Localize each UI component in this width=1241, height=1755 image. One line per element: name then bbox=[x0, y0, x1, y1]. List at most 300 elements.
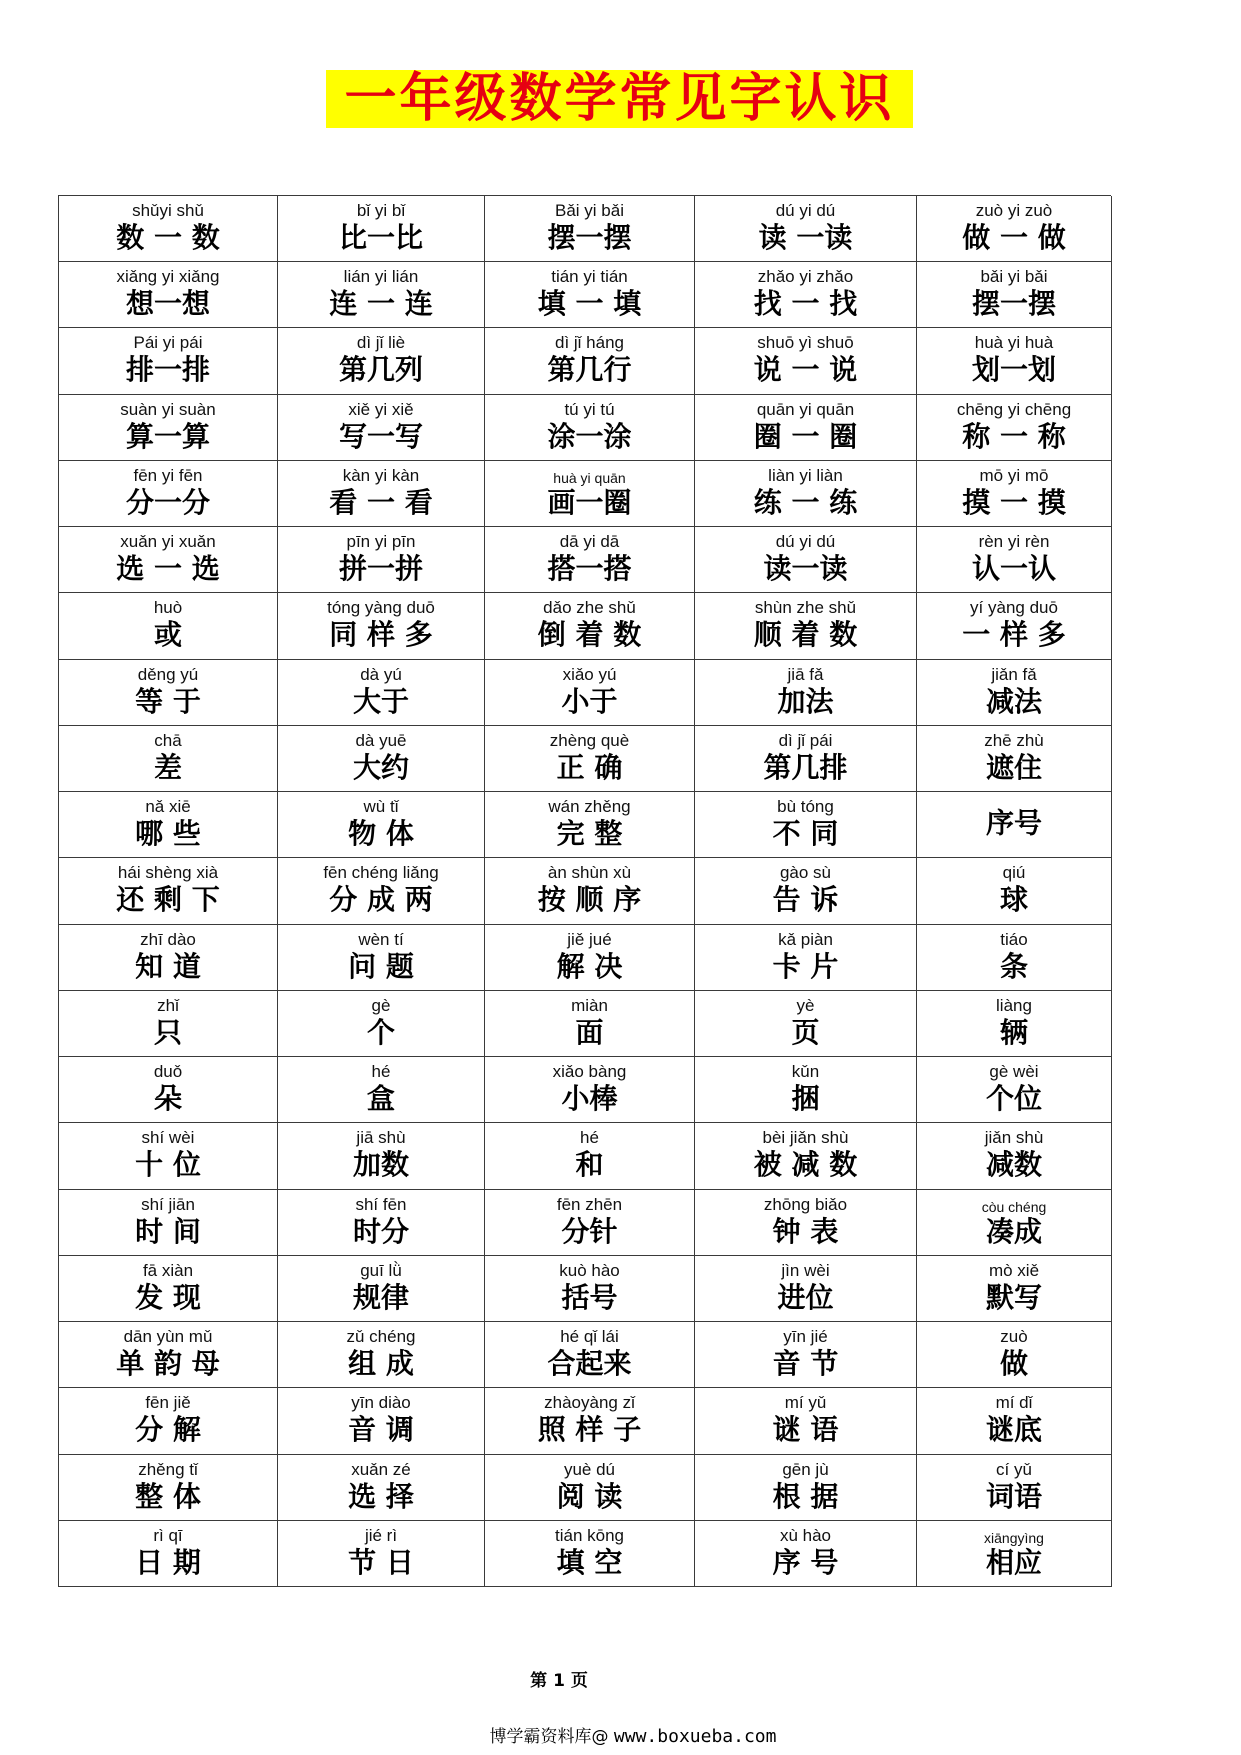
pinyin-text: yīn diào bbox=[351, 1393, 411, 1413]
table-cell bbox=[278, 1256, 485, 1322]
pinyin-text: shí jiān bbox=[141, 1194, 195, 1214]
pinyin-text: yuè dú bbox=[563, 1459, 616, 1479]
pinyin-text: quān yi quān bbox=[756, 399, 855, 419]
vocabulary-table bbox=[58, 195, 1111, 1587]
table-cell bbox=[278, 792, 485, 858]
pinyin-text: zhōng biǎo bbox=[763, 1194, 848, 1214]
table-cell bbox=[485, 461, 695, 527]
hanzi-word: 序 号 bbox=[772, 1545, 839, 1579]
hanzi-word: 拼一拼 bbox=[338, 552, 423, 586]
page-title-banner bbox=[326, 70, 913, 128]
table-cell bbox=[278, 925, 485, 991]
pinyin-text: dǎo zhe shǔ bbox=[543, 598, 636, 618]
hanzi-word: 音 调 bbox=[348, 1413, 414, 1447]
pinyin-text: xiǎo yú bbox=[562, 664, 617, 684]
hanzi-word: 问 题 bbox=[348, 949, 414, 983]
pinyin-text: Pái yi pái bbox=[133, 333, 203, 353]
hanzi-word: 分 成 两 bbox=[329, 883, 433, 917]
table-cell bbox=[917, 196, 1112, 262]
pinyin-text: còu chéng bbox=[981, 1198, 1047, 1215]
table-cell bbox=[485, 660, 695, 726]
hanzi-word: 物 体 bbox=[348, 817, 414, 851]
pinyin-text: dà yú bbox=[360, 664, 402, 684]
pinyin-text: mí yǔ bbox=[784, 1393, 827, 1413]
table-cell bbox=[278, 858, 485, 924]
pinyin-text: huà yi quān bbox=[553, 469, 626, 486]
table-cell bbox=[695, 461, 917, 527]
pinyin-text: Bǎi yi bǎi bbox=[555, 201, 624, 220]
table-cell bbox=[59, 1521, 278, 1587]
hanzi-word: 个 bbox=[366, 1015, 395, 1049]
hanzi-word: 或 bbox=[153, 618, 182, 652]
hanzi-word: 捆 bbox=[791, 1082, 820, 1116]
table-cell bbox=[695, 196, 917, 262]
pinyin-text: kàn yi kàn bbox=[342, 465, 420, 485]
table-cell bbox=[485, 1190, 695, 1256]
table-cell bbox=[278, 1521, 485, 1587]
hanzi-word: 填 空 bbox=[556, 1545, 623, 1579]
table-cell bbox=[695, 1388, 917, 1454]
pinyin-text: suàn yi suàn bbox=[120, 399, 216, 419]
table-cell bbox=[695, 262, 917, 328]
pinyin-text: kuò hào bbox=[559, 1260, 620, 1280]
table-cell bbox=[695, 792, 917, 858]
pinyin-text: liàn yi liàn bbox=[768, 465, 843, 485]
pinyin-text: fēn zhēn bbox=[556, 1194, 623, 1214]
hanzi-word: 整 体 bbox=[135, 1479, 201, 1513]
pinyin-text: chā bbox=[154, 730, 182, 750]
hanzi-word: 单 韵 母 bbox=[116, 1347, 220, 1381]
table-cell bbox=[917, 593, 1112, 659]
hanzi-word: 规律 bbox=[352, 1280, 409, 1314]
pinyin-text: dān yùn mǔ bbox=[123, 1327, 213, 1347]
table-cell bbox=[695, 1322, 917, 1388]
hanzi-word: 默写 bbox=[985, 1280, 1042, 1314]
table-cell bbox=[695, 395, 917, 461]
pinyin-text: bǐ yi bǐ bbox=[356, 201, 406, 220]
hanzi-word: 大约 bbox=[352, 750, 409, 784]
hanzi-word: 摆一摆 bbox=[971, 287, 1056, 321]
hanzi-word: 合起来 bbox=[547, 1347, 632, 1381]
hanzi-word: 划一划 bbox=[971, 353, 1056, 387]
pinyin-text: hé bbox=[371, 1062, 391, 1082]
table-cell bbox=[695, 925, 917, 991]
table-cell bbox=[917, 1057, 1112, 1123]
pinyin-text: mí dǐ bbox=[995, 1393, 1033, 1413]
hanzi-word: 一 样 多 bbox=[962, 618, 1066, 652]
table-cell bbox=[278, 991, 485, 1057]
table-cell bbox=[485, 1256, 695, 1322]
hanzi-word: 画一圈 bbox=[547, 485, 632, 519]
hanzi-word: 减法 bbox=[985, 684, 1042, 718]
table-cell bbox=[278, 1455, 485, 1521]
pinyin-text: kǔn bbox=[791, 1062, 820, 1082]
hanzi-word: 分 解 bbox=[135, 1413, 201, 1447]
pinyin-text: rèn yi rèn bbox=[978, 532, 1050, 552]
hanzi-word: 组 成 bbox=[348, 1347, 414, 1381]
table-cell bbox=[695, 1190, 917, 1256]
pinyin-text: jiā fǎ bbox=[787, 664, 824, 684]
pinyin-text: zuò bbox=[1000, 1327, 1028, 1347]
hanzi-word: 钟 表 bbox=[772, 1214, 839, 1248]
pinyin-text: gēn jù bbox=[782, 1459, 829, 1479]
table-cell bbox=[485, 1388, 695, 1454]
pinyin-text: yè bbox=[796, 995, 815, 1015]
hanzi-word: 被 减 数 bbox=[753, 1148, 858, 1182]
hanzi-word: 说 一 说 bbox=[753, 353, 858, 387]
pinyin-text: xuǎn zé bbox=[351, 1459, 411, 1479]
table-cell bbox=[917, 726, 1112, 792]
hanzi-word: 加数 bbox=[352, 1148, 409, 1182]
hanzi-word: 圈 一 圈 bbox=[753, 419, 858, 453]
table-cell bbox=[278, 262, 485, 328]
table-cell bbox=[59, 660, 278, 726]
pinyin-text: dì jǐ háng bbox=[555, 333, 624, 353]
table-cell bbox=[59, 527, 278, 593]
hanzi-word: 音 节 bbox=[772, 1347, 839, 1381]
hanzi-word: 比一比 bbox=[338, 221, 423, 254]
pinyin-text: fēn yi fēn bbox=[133, 465, 203, 485]
table-cell bbox=[59, 726, 278, 792]
table-cell bbox=[278, 527, 485, 593]
hanzi-word: 倒 着 数 bbox=[537, 618, 642, 652]
hanzi-word: 减数 bbox=[985, 1148, 1042, 1182]
hanzi-word: 同 样 多 bbox=[329, 618, 433, 652]
hanzi-word: 第几行 bbox=[547, 353, 632, 387]
pinyin-text: rì qī bbox=[153, 1525, 183, 1545]
table-cell bbox=[485, 991, 695, 1057]
table-cell bbox=[695, 1057, 917, 1123]
table-cell bbox=[695, 726, 917, 792]
pinyin-text: zhěng tǐ bbox=[138, 1459, 198, 1479]
pinyin-text: lián yi lián bbox=[343, 267, 419, 287]
hanzi-word: 搭一搭 bbox=[547, 552, 632, 586]
pinyin-text: hái shèng xià bbox=[117, 863, 219, 883]
hanzi-word: 读一读 bbox=[763, 552, 848, 586]
hanzi-word: 排一排 bbox=[125, 353, 210, 387]
pinyin-text: shùn zhe shǔ bbox=[754, 598, 857, 618]
hanzi-word: 哪 些 bbox=[135, 817, 201, 851]
pinyin-text: xiě yi xiě bbox=[348, 399, 414, 419]
table-cell bbox=[278, 660, 485, 726]
table-cell bbox=[278, 395, 485, 461]
table-cell bbox=[485, 395, 695, 461]
pinyin-text: gào sù bbox=[779, 863, 832, 883]
pinyin-text: huà yi huà bbox=[974, 333, 1054, 353]
hanzi-word: 选 一 选 bbox=[116, 552, 220, 586]
pinyin-text: gè bbox=[371, 995, 391, 1015]
pinyin-text: jiǎn shù bbox=[984, 1128, 1044, 1148]
pinyin-text: děng yú bbox=[137, 664, 199, 684]
hanzi-word: 辆 bbox=[999, 1015, 1028, 1049]
pinyin-text: yīn jié bbox=[783, 1327, 828, 1347]
source-url: www.boxueba.com bbox=[613, 1726, 777, 1747]
pinyin-text: tián kōng bbox=[555, 1525, 624, 1545]
table-cell bbox=[278, 1190, 485, 1256]
hanzi-word: 凑成 bbox=[985, 1214, 1042, 1248]
hanzi-word: 连 一 连 bbox=[329, 287, 433, 321]
hanzi-word: 谜 语 bbox=[772, 1413, 839, 1447]
hanzi-word: 找 一 找 bbox=[753, 287, 858, 321]
hanzi-word: 大于 bbox=[352, 684, 409, 718]
hanzi-word: 只 bbox=[153, 1015, 182, 1049]
hanzi-word: 时 间 bbox=[135, 1214, 201, 1248]
table-cell bbox=[485, 1455, 695, 1521]
table-cell bbox=[485, 262, 695, 328]
hanzi-word: 发 现 bbox=[135, 1280, 201, 1314]
hanzi-word: 十 位 bbox=[135, 1148, 201, 1182]
hanzi-word: 谜底 bbox=[985, 1413, 1042, 1447]
hanzi-word: 和 bbox=[575, 1148, 604, 1182]
table-cell bbox=[695, 660, 917, 726]
hanzi-word: 时分 bbox=[352, 1214, 409, 1248]
pinyin-text: àn shùn xù bbox=[547, 863, 632, 883]
page-title: 一年级数学常见字认识 bbox=[344, 70, 895, 128]
hanzi-word: 告 诉 bbox=[772, 883, 839, 917]
table-cell bbox=[59, 1322, 278, 1388]
table-cell bbox=[59, 262, 278, 328]
hanzi-word: 填 一 填 bbox=[537, 287, 642, 321]
table-cell bbox=[59, 328, 278, 394]
hanzi-word: 摆一摆 bbox=[547, 221, 632, 254]
hanzi-word: 遮住 bbox=[985, 750, 1042, 784]
table-cell bbox=[695, 991, 917, 1057]
hanzi-word: 括号 bbox=[561, 1280, 618, 1314]
hanzi-word: 称 一 称 bbox=[962, 419, 1066, 453]
pinyin-text: xiāngyìng bbox=[984, 1529, 1044, 1546]
pinyin-text: shuō yì shuō bbox=[757, 333, 854, 353]
table-cell bbox=[695, 858, 917, 924]
hanzi-word: 进位 bbox=[777, 1280, 834, 1314]
table-cell bbox=[917, 395, 1112, 461]
pinyin-text: tóng yàng duō bbox=[327, 598, 435, 618]
table-cell bbox=[485, 726, 695, 792]
hanzi-word: 条 bbox=[999, 949, 1028, 983]
pinyin-text: shí wèi bbox=[141, 1128, 195, 1148]
table-cell bbox=[485, 593, 695, 659]
table-cell bbox=[485, 792, 695, 858]
pinyin-text: gè wèi bbox=[989, 1062, 1039, 1082]
pinyin-text: cí yǔ bbox=[996, 1459, 1032, 1479]
table-cell bbox=[917, 1455, 1112, 1521]
table-cell bbox=[278, 726, 485, 792]
pinyin-text: qiú bbox=[1002, 863, 1026, 883]
table-cell bbox=[485, 925, 695, 991]
hanzi-word: 照 样 子 bbox=[537, 1413, 642, 1447]
pinyin-text: fā xiàn bbox=[142, 1260, 194, 1280]
hanzi-word: 解 决 bbox=[556, 949, 623, 983]
hanzi-word: 看 一 看 bbox=[329, 485, 433, 519]
table-cell bbox=[695, 1521, 917, 1587]
hanzi-word: 做 一 做 bbox=[962, 221, 1066, 254]
table-cell bbox=[59, 1455, 278, 1521]
table-cell bbox=[59, 395, 278, 461]
table-cell bbox=[278, 461, 485, 527]
table-cell bbox=[917, 1256, 1112, 1322]
table-cell bbox=[917, 1190, 1112, 1256]
pinyin-text: bù tóng bbox=[777, 797, 834, 817]
pinyin-text: xuǎn yi xuǎn bbox=[120, 532, 216, 552]
pinyin-text: dì jǐ pái bbox=[778, 730, 833, 750]
pinyin-text: zǔ chéng bbox=[346, 1327, 416, 1347]
hanzi-word: 还 剩 下 bbox=[116, 883, 220, 917]
hanzi-word: 知 道 bbox=[135, 949, 201, 983]
table-cell bbox=[59, 461, 278, 527]
pinyin-text: hé bbox=[580, 1128, 599, 1148]
table-cell bbox=[917, 792, 1112, 858]
table-cell bbox=[278, 1057, 485, 1123]
pinyin-text: dà yuē bbox=[355, 730, 407, 750]
table-cell bbox=[917, 991, 1112, 1057]
table-cell bbox=[59, 196, 278, 262]
pinyin-text: tiáo bbox=[1000, 929, 1028, 949]
hanzi-word: 想一想 bbox=[125, 287, 210, 321]
pinyin-text: dú yi dú bbox=[775, 201, 836, 220]
table-cell bbox=[59, 792, 278, 858]
table-cell bbox=[485, 1123, 695, 1189]
hanzi-word: 算一算 bbox=[125, 419, 210, 453]
table-cell bbox=[59, 1190, 278, 1256]
table-cell bbox=[278, 1322, 485, 1388]
table-cell bbox=[917, 660, 1112, 726]
hanzi-word: 根 据 bbox=[772, 1479, 839, 1513]
hanzi-word: 认一认 bbox=[971, 552, 1056, 586]
pinyin-text: liàng bbox=[996, 995, 1032, 1015]
hanzi-word: 球 bbox=[999, 883, 1028, 917]
pinyin-text: tú yi tú bbox=[564, 399, 615, 419]
pinyin-text: zhèng què bbox=[549, 730, 630, 750]
hanzi-word: 阅 读 bbox=[556, 1479, 623, 1513]
table-cell bbox=[278, 593, 485, 659]
page-number: 第 1 页 bbox=[530, 1671, 588, 1691]
table-cell bbox=[485, 858, 695, 924]
hanzi-word: 按 顺 序 bbox=[537, 883, 642, 917]
table-cell bbox=[485, 328, 695, 394]
pinyin-text: wù tǐ bbox=[363, 797, 399, 817]
table-cell bbox=[917, 1322, 1112, 1388]
table-cell bbox=[278, 328, 485, 394]
hanzi-word: 不 同 bbox=[772, 817, 839, 851]
pinyin-text: zhǐ bbox=[157, 995, 179, 1015]
table-cell bbox=[278, 196, 485, 262]
hanzi-word: 涂一涂 bbox=[547, 419, 632, 453]
pinyin-text: huò bbox=[153, 598, 183, 618]
pinyin-text: guī lǜ bbox=[360, 1260, 402, 1280]
table-cell bbox=[917, 527, 1112, 593]
pinyin-text: zuò yi zuò bbox=[975, 201, 1053, 220]
hanzi-word: 页 bbox=[791, 1015, 820, 1049]
table-cell bbox=[917, 262, 1112, 328]
hanzi-word: 正 确 bbox=[556, 750, 623, 784]
table-cell bbox=[59, 858, 278, 924]
pinyin-text: zhī dào bbox=[140, 929, 196, 949]
pinyin-text: hé qǐ lái bbox=[560, 1327, 619, 1347]
pinyin-text: mō yi mō bbox=[979, 465, 1049, 485]
pinyin-text: dú yi dú bbox=[775, 532, 836, 552]
table-cell bbox=[695, 1123, 917, 1189]
source-label: 博学霸资料库@ bbox=[489, 1727, 609, 1747]
pinyin-text: wán zhěng bbox=[548, 797, 631, 817]
hanzi-word: 差 bbox=[153, 750, 182, 784]
table-cell bbox=[917, 1388, 1112, 1454]
hanzi-word: 加法 bbox=[777, 684, 834, 718]
pinyin-text: bèi jiǎn shù bbox=[762, 1128, 849, 1148]
hanzi-word: 第几列 bbox=[338, 353, 423, 387]
hanzi-word: 练 一 练 bbox=[753, 485, 858, 519]
hanzi-word: 摸 一 摸 bbox=[962, 485, 1066, 519]
table-cell bbox=[695, 593, 917, 659]
pinyin-text: shí fēn bbox=[355, 1194, 407, 1214]
pinyin-text: pīn yi pīn bbox=[346, 532, 416, 552]
table-cell bbox=[278, 1123, 485, 1189]
pinyin-text: xiǎng yi xiǎng bbox=[116, 267, 220, 287]
pinyin-text: zhē zhù bbox=[984, 730, 1044, 750]
hanzi-word: 选 择 bbox=[348, 1479, 414, 1513]
table-cell bbox=[917, 328, 1112, 394]
pinyin-text: zhàoyàng zǐ bbox=[544, 1393, 635, 1413]
table-cell bbox=[59, 1256, 278, 1322]
hanzi-word: 等 于 bbox=[135, 684, 201, 718]
table-cell bbox=[917, 858, 1112, 924]
table-cell bbox=[695, 527, 917, 593]
table-cell bbox=[59, 1123, 278, 1189]
pinyin-text: kǎ piàn bbox=[778, 929, 833, 949]
hanzi-word: 序号 bbox=[985, 806, 1042, 840]
pinyin-text: dā yi dā bbox=[559, 532, 620, 552]
hanzi-word: 个位 bbox=[985, 1082, 1042, 1116]
hanzi-word: 第几排 bbox=[763, 750, 848, 784]
table-cell bbox=[59, 991, 278, 1057]
table-cell bbox=[59, 925, 278, 991]
hanzi-word: 分一分 bbox=[125, 485, 210, 519]
table-cell bbox=[485, 1521, 695, 1587]
hanzi-word: 相应 bbox=[985, 1545, 1042, 1579]
pinyin-text: xù hào bbox=[779, 1525, 832, 1545]
pinyin-text: tián yi tián bbox=[551, 267, 628, 287]
pinyin-text: jié rì bbox=[364, 1525, 398, 1545]
hanzi-word: 小于 bbox=[561, 684, 618, 718]
hanzi-word: 日 期 bbox=[135, 1545, 201, 1579]
hanzi-word: 面 bbox=[575, 1015, 604, 1049]
pinyin-text: nǎ xiē bbox=[145, 797, 191, 817]
pinyin-text: jiǎn fǎ bbox=[991, 664, 1037, 684]
hanzi-word: 分针 bbox=[561, 1214, 618, 1248]
table-cell bbox=[917, 1123, 1112, 1189]
table-cell bbox=[59, 1057, 278, 1123]
pinyin-text: bǎi yi bǎi bbox=[980, 267, 1048, 287]
pinyin-text: wèn tí bbox=[358, 929, 404, 949]
hanzi-word: 朵 bbox=[153, 1082, 182, 1116]
hanzi-word: 节 日 bbox=[348, 1545, 414, 1579]
table-cell bbox=[485, 196, 695, 262]
hanzi-word: 顺 着 数 bbox=[753, 618, 858, 652]
pinyin-text: chēng yi chēng bbox=[956, 399, 1072, 419]
hanzi-word: 盒 bbox=[366, 1082, 395, 1116]
pinyin-text: dì jǐ liè bbox=[356, 333, 406, 353]
hanzi-word: 小棒 bbox=[561, 1082, 618, 1116]
table-cell bbox=[917, 925, 1112, 991]
hanzi-word: 写一写 bbox=[338, 419, 423, 453]
pinyin-text: mò xiě bbox=[988, 1260, 1040, 1280]
pinyin-text: jiě jué bbox=[567, 929, 612, 949]
table-cell bbox=[917, 461, 1112, 527]
table-cell bbox=[485, 1322, 695, 1388]
hanzi-word: 卡 片 bbox=[772, 949, 839, 983]
table-cell bbox=[695, 328, 917, 394]
pinyin-text: fēn jiě bbox=[145, 1393, 191, 1413]
table-cell bbox=[695, 1455, 917, 1521]
table-cell bbox=[278, 1388, 485, 1454]
